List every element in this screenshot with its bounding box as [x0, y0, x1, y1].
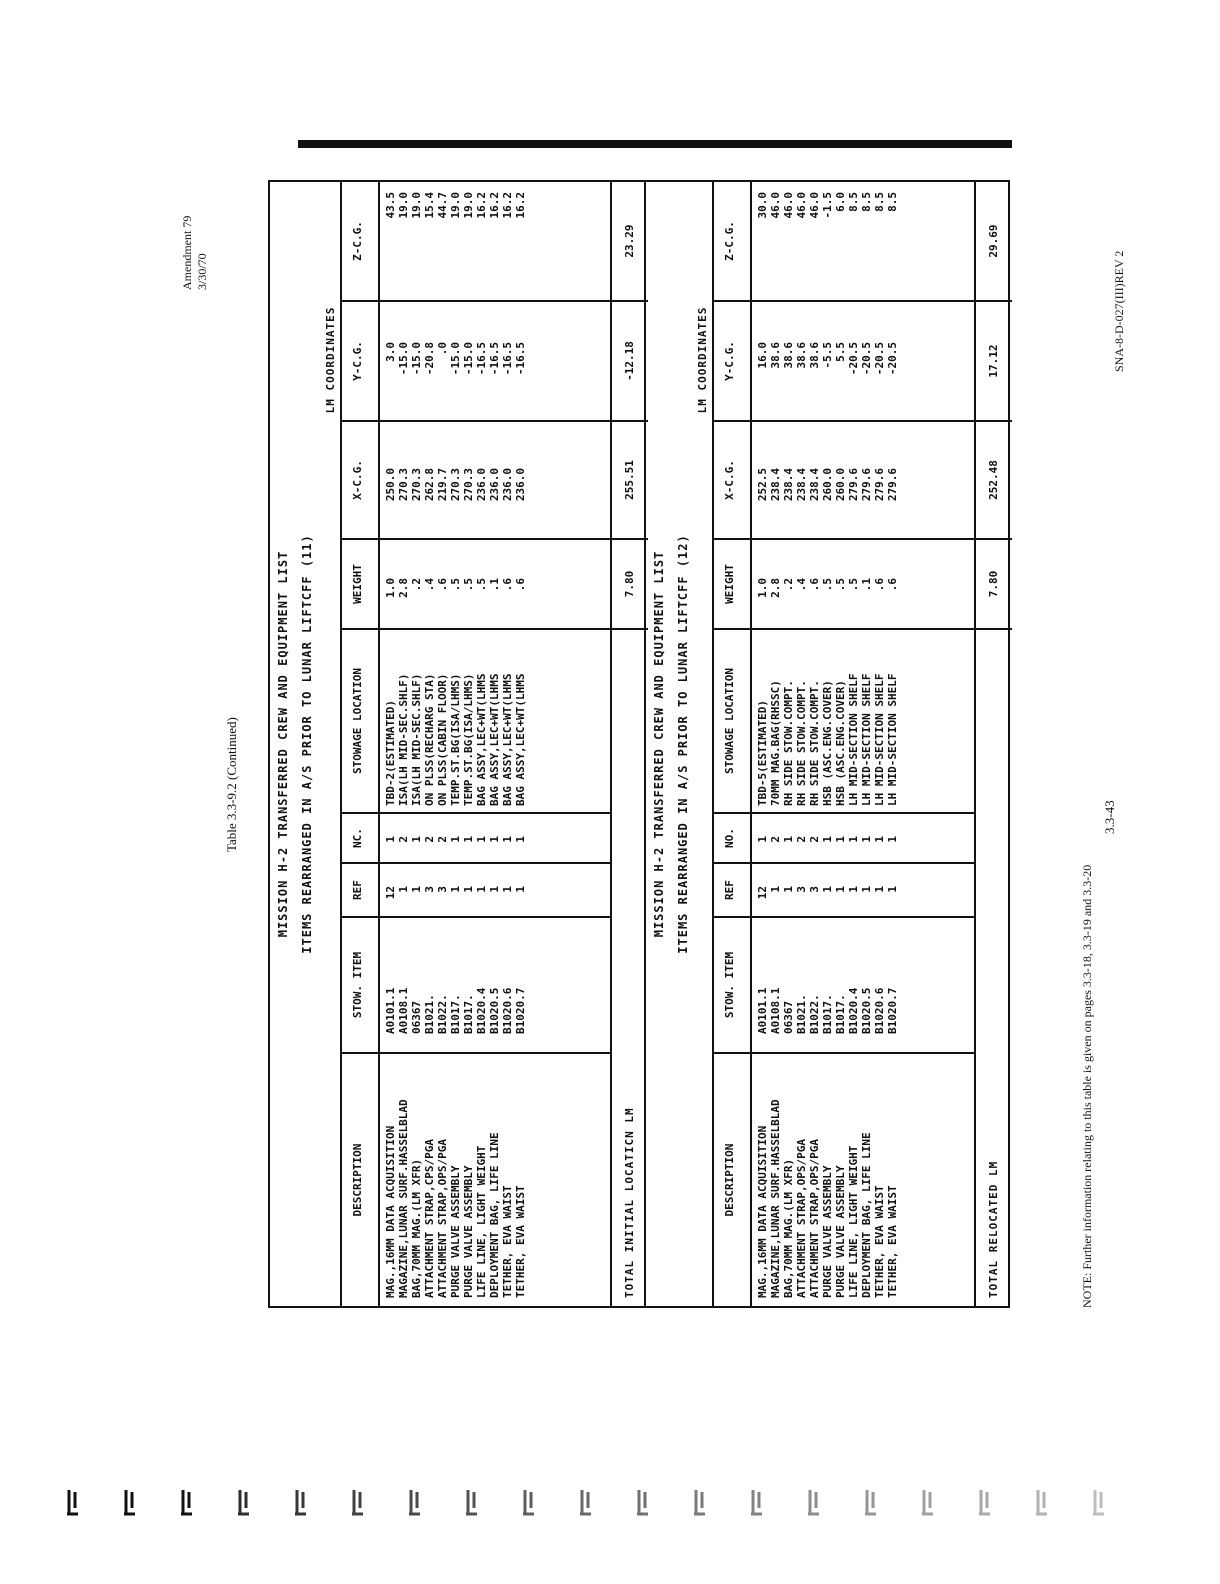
cell-no: 1 [449, 836, 462, 843]
cell-z: 6.0 [834, 192, 847, 212]
edge-mark-icon [579, 1488, 593, 1516]
cell-z: 19.0 [410, 192, 423, 219]
rotated-table [268, 180, 1010, 1308]
cell-no: 1 [475, 836, 488, 843]
header-y-cg: Y-C.G. [351, 341, 364, 381]
section-subtitle: ITEMS REARRANGED IN A/S PRIOR TO LUNAR LIFTCFF (12) [676, 534, 690, 954]
cell-loc: TEMP.ST.BG(ISA/LHMS) [449, 673, 462, 806]
page-number: 3.3-43 [1102, 800, 1117, 834]
cell-y: -20.5 [847, 342, 860, 376]
table-row [769, 182, 782, 1306]
cell-weight: .1 [860, 578, 873, 592]
table-row [488, 182, 501, 1306]
cell-no: 1 [821, 836, 834, 843]
cell-desc: PURGE VALVE ASSEMBLY [449, 1165, 462, 1298]
cell-ref: 1 [873, 886, 886, 893]
cell-z: 8.5 [873, 192, 886, 212]
cell-desc: BAG,70MM MAG.(LM XFR) [410, 1158, 423, 1298]
cell-no: 1 [514, 836, 527, 843]
cell-ref: 1 [475, 886, 488, 893]
table-row [782, 182, 795, 1306]
cell-ref: 1 [462, 886, 475, 893]
cell-ref: 1 [821, 886, 834, 893]
cell-no: 1 [847, 836, 860, 843]
table-row [449, 182, 462, 1306]
cell-no: 1 [488, 836, 501, 843]
edge-mark-icon [921, 1488, 935, 1516]
edge-mark-icon [636, 1488, 650, 1516]
edge-mark-icon [978, 1488, 992, 1516]
header-y-cg: Y-C.G. [723, 341, 736, 381]
cell-x: 270.3 [462, 468, 475, 502]
table-row [514, 182, 527, 1306]
cell-loc: RH SIDE STOW.COMPT. [795, 680, 808, 806]
cell-z: 46.0 [782, 192, 795, 219]
cell-no: 2 [808, 836, 821, 843]
cell-loc: HSB (ASC.ENG.COVER) [821, 680, 834, 806]
cell-weight: .4 [795, 578, 808, 592]
cell-weight: .2 [782, 578, 795, 592]
total-weight: 7.80 [623, 570, 636, 598]
cell-item: B1017. [834, 994, 847, 1034]
total-x-cg: 255.51 [623, 460, 636, 500]
cell-y: -20.5 [873, 342, 886, 376]
cell-ref: 1 [410, 886, 423, 893]
cell-x: 236.0 [475, 468, 488, 502]
cell-no: 1 [860, 836, 873, 843]
cell-y: -20.8 [423, 342, 436, 376]
cell-z: 19.0 [462, 192, 475, 219]
cell-y: -16.5 [475, 342, 488, 376]
cell-ref: 1 [769, 886, 782, 893]
total-x-cg: 252.48 [987, 460, 1000, 500]
cell-weight: .5 [462, 578, 475, 592]
cell-ref: 1 [449, 886, 462, 893]
section-subtitle: ITEMS REARRANGED IN A/S PRIOR TO LUNAR LIFTCFF (11) [300, 534, 314, 954]
cell-loc: LH MID-SECTION SHELF [886, 673, 899, 806]
cell-item: A0101.1 [756, 987, 769, 1034]
cell-weight: .5 [821, 578, 834, 592]
cell-weight: .2 [410, 578, 423, 592]
cell-ref: 1 [886, 886, 899, 893]
cell-no: 2 [769, 836, 782, 843]
column-header-row [340, 182, 380, 1306]
cell-y: -15.0 [462, 342, 475, 376]
table-row [860, 182, 873, 1306]
cell-x: 279.6 [860, 468, 873, 502]
cell-loc: ISA(LH MID-SEC.SHLF) [410, 673, 423, 806]
edge-mark-icon [351, 1488, 365, 1516]
cell-desc: ATTACHMENT STRAP,CPS/PGA [423, 1139, 436, 1298]
cell-x: 219.7 [436, 468, 449, 502]
cell-no: 2 [795, 836, 808, 843]
section-title: MISSION H-2 TRANSFERRED CREW AND EQUIPMENT LIST [652, 550, 666, 938]
cell-item: 06367 [782, 1000, 795, 1034]
header-ref: REF [723, 880, 736, 900]
cell-weight: .6 [501, 578, 514, 592]
cell-loc: LH MID-SECTION SHELF [860, 673, 873, 806]
cell-weight: .5 [449, 578, 462, 592]
amendment-label: Amendment 79 [180, 215, 194, 290]
cell-weight: .1 [488, 578, 501, 592]
header-description: DESCRIPTION [723, 1143, 736, 1217]
cell-no: 2 [397, 836, 410, 843]
cell-z: 46.0 [769, 192, 782, 219]
cell-ref: 12 [756, 886, 769, 900]
table-row [462, 182, 475, 1306]
cell-item: B1020.6 [501, 987, 514, 1034]
cell-no: 1 [410, 836, 423, 843]
cell-item: B1017. [449, 994, 462, 1034]
cell-y: 38.6 [795, 342, 808, 369]
cell-loc: HSB (ASC.ENG.COVER) [834, 680, 847, 806]
cell-loc: LH MID-SECTION SHELF [847, 673, 860, 806]
cell-weight: .6 [808, 578, 821, 592]
cell-no: 1 [462, 836, 475, 843]
cell-loc: BAG ASSY,LEC+WT(LHMS [488, 673, 501, 806]
total-y-cg: -12.18 [623, 341, 636, 381]
edge-mark-icon [465, 1488, 479, 1516]
cell-weight: .5 [834, 578, 847, 592]
cell-ref: 3 [795, 886, 808, 893]
cell-y: -5.5 [821, 342, 834, 369]
cell-desc: TETHER, EVA WAIST [873, 1185, 886, 1298]
total-row [974, 182, 1012, 1306]
edge-mark-icon [408, 1488, 422, 1516]
table-row [834, 182, 847, 1306]
cell-x: 270.3 [410, 468, 423, 502]
table-row [808, 182, 821, 1306]
cell-item: B1020.7 [514, 987, 527, 1034]
cell-ref: 12 [384, 886, 397, 900]
cell-x: 236.0 [514, 468, 527, 502]
cell-item: A0108.1 [769, 987, 782, 1034]
edge-mark-icon [123, 1488, 137, 1516]
cell-loc: LH MID-SECTION SHELF [873, 673, 886, 806]
cell-z: 19.0 [449, 192, 462, 219]
edge-mark-icon [66, 1488, 80, 1516]
cell-x: 236.0 [501, 468, 514, 502]
cell-no: 1 [873, 836, 886, 843]
table-row [756, 182, 769, 1306]
cell-weight: .6 [514, 578, 527, 592]
change-bar [298, 140, 1012, 148]
cell-desc: PURGE VALVE ASSEMBLY [462, 1165, 475, 1298]
cell-weight: 2.8 [397, 578, 410, 598]
cell-weight: 2.8 [769, 578, 782, 598]
cell-ref: 1 [834, 886, 847, 893]
cell-ref: 1 [782, 886, 795, 893]
edge-mark-icon [237, 1488, 251, 1516]
table-row [821, 182, 834, 1306]
cell-x: 279.6 [886, 468, 899, 502]
edge-mark-icon [750, 1488, 764, 1516]
cell-y: -20.5 [860, 342, 873, 376]
table-body [748, 182, 974, 1306]
section-title: MISSION H-2 TRANSFERRED CREW AND EQUIPMENT LIST [276, 550, 290, 938]
cell-loc: TBD-2(ESTIMATED) [384, 700, 397, 806]
cell-z: 16.2 [488, 192, 501, 219]
table-section-11 [268, 180, 646, 1308]
cell-z: 46.0 [808, 192, 821, 219]
table-row [410, 182, 423, 1306]
cell-no: 1 [501, 836, 514, 843]
cell-z: 15.4 [423, 192, 436, 219]
table-row [384, 182, 397, 1306]
total-y-cg: 17.12 [987, 344, 1000, 378]
header-stow-item: STOW. ITEM [351, 951, 364, 1019]
amendment-date: 3/30/70 [195, 253, 209, 290]
cell-item: B1020.5 [860, 987, 873, 1034]
cell-loc: BAG ASSY,LEC+WT(LHMS [475, 673, 488, 806]
cell-y: -16.5 [501, 342, 514, 376]
header-z-cg: Z-C.G. [351, 221, 364, 261]
cell-x: 260.0 [821, 468, 834, 502]
header-stowage-location: STOWAGE LOCATION [351, 668, 364, 774]
cell-item: B1017. [462, 994, 475, 1034]
edge-mark-icon [1035, 1488, 1049, 1516]
cell-x: 279.6 [847, 468, 860, 502]
header-stow-item: STOW. ITEM [723, 951, 736, 1019]
table-row [795, 182, 808, 1306]
cell-desc: TETHER, EVA WAIST [886, 1185, 899, 1298]
cell-loc: BAG ASSY,LEC+WT(LHMS [501, 673, 514, 806]
cell-no: 1 [834, 836, 847, 843]
cell-weight: .6 [886, 578, 899, 592]
edge-mark-icon [864, 1488, 878, 1516]
cell-z: 44.7 [436, 192, 449, 219]
total-z-cg: 23.29 [623, 224, 636, 258]
header-weight: WEIGHT [723, 564, 736, 604]
cell-desc: LIFE LINE, LIGHT WEIGHT [475, 1145, 488, 1298]
cell-no: 2 [436, 836, 449, 843]
cell-weight: .5 [475, 578, 488, 592]
cell-item: B1020.7 [886, 987, 899, 1034]
cell-loc: TBD-5(ESTIMATED) [756, 700, 769, 806]
cell-y: 3.0 [384, 342, 397, 362]
header-z-cg: Z-C.G. [723, 221, 736, 261]
cell-desc: ATTACHMENT STRAP,OPS/PGA [808, 1139, 821, 1298]
total-label: TOTAL RELOCATED LM [987, 1160, 1000, 1298]
cell-y: -15.0 [397, 342, 410, 376]
cell-item: A0108.1 [397, 987, 410, 1034]
table-row [475, 182, 488, 1306]
cell-ref: 1 [847, 886, 860, 893]
cell-loc: ON PLSS(RECHARG STA) [423, 673, 436, 806]
edge-mark-icon [294, 1488, 308, 1516]
cell-x: 279.6 [873, 468, 886, 502]
cell-x: 238.4 [808, 468, 821, 502]
cell-ref: 1 [860, 886, 873, 893]
cell-x: 250.0 [384, 468, 397, 502]
cell-desc: MAGAZINE,LUNAR SURF.HASSELBLAD [397, 1099, 410, 1298]
table-row [886, 182, 899, 1306]
cell-loc: BAG ASSY,LEC+WT(LHMS [514, 673, 527, 806]
edge-mark-icon [522, 1488, 536, 1516]
cell-item: B1022. [808, 994, 821, 1034]
cell-loc: ON PLSS(CABIN FLOOR) [436, 673, 449, 806]
cell-item: B1020.6 [873, 987, 886, 1034]
cell-z: 8.5 [886, 192, 899, 212]
total-weight: 7.80 [987, 570, 1000, 598]
header-description: DESCRIPTION [351, 1143, 364, 1217]
footer-note: NOTE: Further information relating to this table is given on pages 3.3-18, 3.3-19 and 3.3-20 [1080, 864, 1094, 1308]
table-row [397, 182, 410, 1306]
cell-y: 38.6 [782, 342, 795, 369]
cell-ref: 3 [423, 886, 436, 893]
cell-y: 38.6 [769, 342, 782, 369]
cell-y: -15.0 [449, 342, 462, 376]
cell-loc: RH SIDE STOW.COMPT. [808, 680, 821, 806]
cell-ref: 1 [501, 886, 514, 893]
cell-item: B1020.4 [847, 987, 860, 1034]
cell-z: 16.2 [501, 192, 514, 219]
cell-ref: 1 [514, 886, 527, 893]
edge-mark-icon [1092, 1488, 1106, 1516]
cell-y: .0 [436, 342, 449, 356]
header-stowage-location: STOWAGE LOCATION [723, 668, 736, 774]
cell-z: 19.0 [397, 192, 410, 219]
cell-desc: BAG,70MM MAG.(LM XFR) [782, 1158, 795, 1298]
cell-item: B1020.4 [475, 987, 488, 1034]
cell-desc: ATTACHMENT STRAP,OPS/PGA [795, 1139, 808, 1298]
cell-loc: TEMP.ST.BG(ISA/LHMS) [462, 673, 475, 806]
cell-y: -16.5 [488, 342, 501, 376]
cell-x: 270.3 [449, 468, 462, 502]
cell-z: 8.5 [847, 192, 860, 212]
cell-y: -20.5 [886, 342, 899, 376]
cell-x: 238.4 [795, 468, 808, 502]
cell-item: A0101.1 [384, 987, 397, 1034]
cell-desc: MAG.,16MM DATA ACQUISITION [384, 1125, 397, 1298]
cell-weight: .4 [423, 578, 436, 592]
lm-coordinates-label: LM COORDINATES [696, 306, 709, 414]
cell-desc: MAG.,16MM DATA ACQUISITION [756, 1125, 769, 1298]
cell-x: 238.4 [769, 468, 782, 502]
cell-no: 1 [384, 836, 397, 843]
cell-x: 270.3 [397, 468, 410, 502]
header-x-cg: X-C.G. [723, 460, 736, 500]
cell-desc: PURGE VALVE ASSEMBLY [834, 1165, 847, 1298]
cell-weight: .6 [436, 578, 449, 592]
cell-y: 38.6 [808, 342, 821, 369]
cell-no: 1 [756, 836, 769, 843]
cell-x: 238.4 [782, 468, 795, 502]
cell-no: 1 [886, 836, 899, 843]
cell-y: -16.5 [514, 342, 527, 376]
cell-weight: .6 [873, 578, 886, 592]
cell-item: B1017. [821, 994, 834, 1034]
cell-weight: .5 [847, 578, 860, 592]
cell-z: 16.2 [514, 192, 527, 219]
cell-no: 1 [782, 836, 795, 843]
document-id: SNA-8-D-027(III)REV 2 [1112, 250, 1126, 372]
cell-item: 06367 [410, 1000, 423, 1034]
table-caption: Table 3.3-9.2 (Continued) [224, 717, 239, 852]
lm-coordinates-label: LM COORDINATES [324, 306, 337, 414]
cell-z: -1.5 [821, 192, 834, 219]
cell-desc: TETHER, EVA WAIST [514, 1185, 527, 1298]
table-row [423, 182, 436, 1306]
cell-ref: 1 [397, 886, 410, 893]
edge-mark-icon [693, 1488, 707, 1516]
cell-x: 260.0 [834, 468, 847, 502]
total-label: TOTAL INITIAL LOCATICN LM [623, 1107, 636, 1298]
cell-no: 2 [423, 836, 436, 843]
cell-desc: DEPLOYMENT BAG, LIFE LINE [488, 1132, 501, 1298]
cell-x: 252.5 [756, 468, 769, 502]
cell-y: -15.0 [410, 342, 423, 376]
column-header-row [712, 182, 752, 1306]
header-x-cg: X-C.G. [351, 460, 364, 500]
cell-x: 236.0 [488, 468, 501, 502]
edge-mark-icon [180, 1488, 194, 1516]
cell-z: 43.5 [384, 192, 397, 219]
cell-z: 8.5 [860, 192, 873, 212]
table-row [436, 182, 449, 1306]
cell-weight: 1.0 [756, 578, 769, 598]
cell-desc: MAGAZINE,LUNAR SURF.HASSELBLAD [769, 1099, 782, 1298]
cell-desc: DEPLOYMENT BAG, LIFE LINE [860, 1132, 873, 1298]
cell-ref: 1 [488, 886, 501, 893]
cell-y: 5.5 [834, 342, 847, 362]
cell-loc: 70MM MAG.BAG(RHSSC) [769, 680, 782, 806]
cell-item: B1021. [795, 994, 808, 1034]
table-row [501, 182, 514, 1306]
cell-item: B1022. [436, 994, 449, 1034]
table-section-12 [644, 180, 1010, 1308]
table-row [847, 182, 860, 1306]
total-z-cg: 29.69 [987, 224, 1000, 258]
header-weight: WEIGHT [351, 564, 364, 604]
cell-loc: ISA(LH MID-SEC.SHLF) [397, 673, 410, 806]
cell-loc: RH SIDE STOW.COMPT. [782, 680, 795, 806]
cell-desc: LIFE LINE, LIGHT WEIGHT [847, 1145, 860, 1298]
header-ref: REF [351, 880, 364, 900]
edge-mark-icon [807, 1488, 821, 1516]
cell-desc: ATTACHMENT STRAP,OPS/PGA [436, 1139, 449, 1298]
header-no: NO. [723, 828, 736, 848]
total-row [610, 182, 648, 1306]
cell-x: 262.8 [423, 468, 436, 502]
cell-ref: 3 [436, 886, 449, 893]
table-body [376, 182, 610, 1306]
cell-z: 46.0 [795, 192, 808, 219]
cell-desc: PURGE VALVE ASSEMBLY [821, 1165, 834, 1298]
cell-y: 16.0 [756, 342, 769, 369]
cell-weight: 1.0 [384, 578, 397, 598]
cell-ref: 3 [808, 886, 821, 893]
amendment-header [180, 216, 210, 290]
cell-z: 16.2 [475, 192, 488, 219]
cell-desc: TETHER, EVA WAIST [501, 1185, 514, 1298]
header-no: NC. [351, 828, 364, 848]
cell-item: B1020.5 [488, 987, 501, 1034]
cell-item: B1021. [423, 994, 436, 1034]
cell-z: 30.0 [756, 192, 769, 219]
table-row [873, 182, 886, 1306]
